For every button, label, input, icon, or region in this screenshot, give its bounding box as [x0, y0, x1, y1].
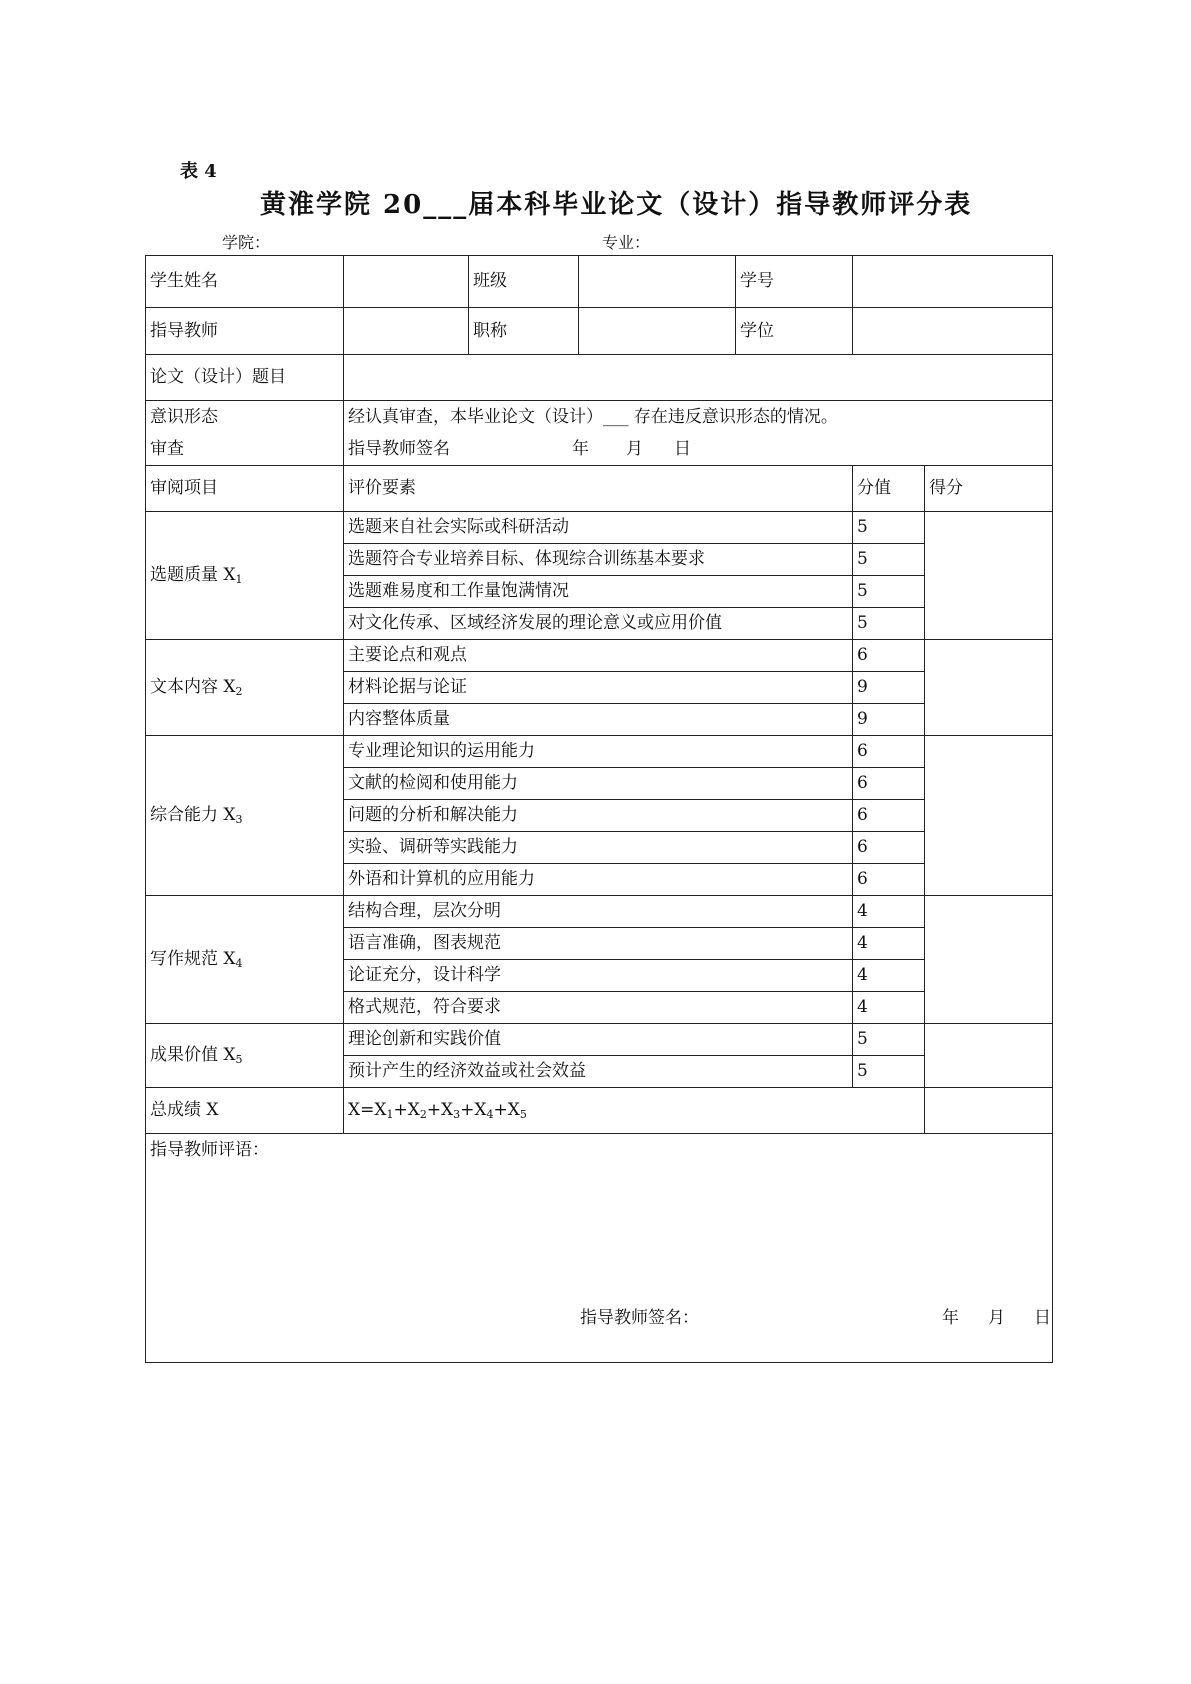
- info-row-advisor: [146, 308, 1053, 355]
- criterion-text: 选题难易度和工作量饱满情况: [344, 576, 853, 608]
- group-score-field[interactable]: [925, 512, 1053, 640]
- ideology-day-label: 日: [674, 439, 691, 459]
- info-row-student: [146, 256, 1053, 308]
- review-item-subscript: 5: [235, 1052, 243, 1066]
- header-item: 审阅项目: [146, 466, 344, 512]
- comment-year-label: 年: [942, 1308, 959, 1328]
- student-name-field[interactable]: [344, 256, 469, 308]
- criterion-points: 5: [853, 544, 925, 576]
- review-item-label: [146, 736, 344, 896]
- student-id-label: 学号: [736, 256, 853, 308]
- total-score-field[interactable]: [925, 1088, 1053, 1134]
- comment-cell[interactable]: [146, 1134, 1053, 1363]
- comment-month-label: 月: [988, 1308, 1005, 1328]
- review-item-name: 成果价值 X: [150, 1044, 236, 1065]
- advisor-label: 指导教师: [146, 308, 344, 355]
- criteria-row: [146, 1024, 1053, 1056]
- criterion-points: 6: [853, 768, 925, 800]
- evaluation-table: [145, 255, 1053, 1363]
- group-score-field[interactable]: [925, 736, 1053, 896]
- total-formula: [344, 1088, 925, 1134]
- criteria-row: [146, 896, 1053, 928]
- formula-sub-2: 2: [419, 1107, 427, 1121]
- ideology-year-label: 年: [572, 439, 589, 459]
- header-points: 分值: [853, 466, 925, 512]
- criterion-text: 主要论点和观点: [344, 640, 853, 672]
- criterion-points: 4: [853, 960, 925, 992]
- criteria-row: [146, 736, 1053, 768]
- formula-plus-3: +X: [460, 1099, 487, 1120]
- criterion-points: 6: [853, 832, 925, 864]
- criterion-points: 4: [853, 896, 925, 928]
- criterion-text: 内容整体质量: [344, 704, 853, 736]
- ideology-sign-label: 指导教师签名: [348, 439, 450, 459]
- criterion-text: 语言准确，图表规范: [344, 928, 853, 960]
- comment-sign-label: 指导教师签名：: [580, 1308, 699, 1328]
- student-name-label: 学生姓名: [146, 256, 344, 308]
- review-item-name: 选题质量 X: [150, 564, 236, 585]
- ideology-label-cell: [146, 401, 344, 466]
- formula-sub-4: 4: [486, 1107, 494, 1121]
- criterion-text: 外语和计算机的应用能力: [344, 864, 853, 896]
- criterion-text: 选题来自社会实际或科研活动: [344, 512, 853, 544]
- criterion-points: 6: [853, 640, 925, 672]
- review-item-name: 写作规范 X: [150, 948, 236, 969]
- criterion-text: 格式规范，符合要求: [344, 992, 853, 1024]
- ideology-statement: 经认真审查，本毕业论文（设计）___ 存在违反意识形态的情况。: [348, 407, 838, 427]
- ideology-month-label: 月: [626, 439, 643, 459]
- criterion-text: 专业理论知识的运用能力: [344, 736, 853, 768]
- criterion-text: 结构合理，层次分明: [344, 896, 853, 928]
- criterion-points: 6: [853, 800, 925, 832]
- review-item-subscript: 4: [235, 956, 243, 970]
- ideology-content-cell[interactable]: [344, 401, 1053, 466]
- criterion-text: 论证充分，设计科学: [344, 960, 853, 992]
- group-score-field[interactable]: [925, 1024, 1053, 1088]
- comment-row: [146, 1134, 1053, 1363]
- thesis-title-row: [146, 355, 1053, 401]
- criteria-row: [146, 512, 1053, 544]
- criterion-points: 5: [853, 512, 925, 544]
- total-label: 总成绩 X: [146, 1088, 344, 1134]
- criterion-points: 9: [853, 672, 925, 704]
- criterion-points: 5: [853, 576, 925, 608]
- comment-day-label: 日: [1034, 1308, 1051, 1328]
- title-rank-field[interactable]: [579, 308, 736, 355]
- review-item-label: [146, 512, 344, 640]
- review-item-name: 综合能力 X: [150, 804, 236, 825]
- criterion-points: 5: [853, 1024, 925, 1056]
- criterion-text: 材料论据与论证: [344, 672, 853, 704]
- criterion-text: 实验、调研等实践能力: [344, 832, 853, 864]
- criterion-points: 6: [853, 736, 925, 768]
- review-item-label: [146, 1024, 344, 1088]
- criterion-points: 4: [853, 992, 925, 1024]
- formula-plus-1: +X: [393, 1099, 420, 1120]
- degree-field[interactable]: [853, 308, 1053, 355]
- criterion-points: 5: [853, 1056, 925, 1088]
- score-header-row: [146, 466, 1053, 512]
- student-id-field[interactable]: [853, 256, 1053, 308]
- review-item-label: [146, 896, 344, 1024]
- page-title: 黄淮学院 20___届本科毕业论文（设计）指导教师评分表: [260, 190, 973, 220]
- thesis-title-field[interactable]: [344, 355, 1053, 401]
- header-score: 得分: [925, 466, 1053, 512]
- formula-plus-4: +X: [493, 1099, 520, 1120]
- review-item-name: 文本内容 X: [150, 676, 236, 697]
- criterion-points: 6: [853, 864, 925, 896]
- class-label: 班级: [469, 256, 579, 308]
- thesis-title-label: 论文（设计）题目: [146, 355, 344, 401]
- review-item-subscript: 3: [235, 812, 243, 826]
- comment-label: 指导教师评语：: [150, 1140, 269, 1160]
- criterion-points: 5: [853, 608, 925, 640]
- criterion-text: 理论创新和实践价值: [344, 1024, 853, 1056]
- formula-sub-5: 5: [519, 1107, 527, 1121]
- criterion-text: 预计产生的经济效益或社会效益: [344, 1056, 853, 1088]
- criterion-text: 文献的检阅和使用能力: [344, 768, 853, 800]
- criteria-row: [146, 640, 1053, 672]
- major-label: 专业：: [602, 233, 651, 252]
- ideology-label-line1: 意识形态: [150, 407, 218, 427]
- ideology-row: [146, 401, 1053, 466]
- group-score-field[interactable]: [925, 896, 1053, 1024]
- criterion-points: 9: [853, 704, 925, 736]
- total-row: [146, 1088, 1053, 1134]
- review-item-subscript: 1: [235, 572, 243, 586]
- review-item-label: [146, 640, 344, 736]
- group-score-field[interactable]: [925, 640, 1053, 736]
- criterion-text: 问题的分析和解决能力: [344, 800, 853, 832]
- ideology-label-line2: 审查: [150, 439, 184, 459]
- criterion-text: 选题符合专业培养目标、体现综合训练基本要求: [344, 544, 853, 576]
- formula-sub-3: 3: [453, 1107, 461, 1121]
- table-number-label: 表 4: [180, 161, 217, 182]
- criterion-points: 4: [853, 928, 925, 960]
- class-field[interactable]: [579, 256, 736, 308]
- degree-label: 学位: [736, 308, 853, 355]
- header-criteria: 评价要素: [344, 466, 853, 512]
- title-rank-label: 职称: [469, 308, 579, 355]
- criterion-text: 对文化传承、区域经济发展的理论意义或应用价值: [344, 608, 853, 640]
- formula-sub-1: 1: [386, 1107, 394, 1121]
- review-item-subscript: 2: [235, 684, 243, 698]
- ideology-signature-line: [348, 433, 1052, 465]
- total-formula-prefix: X=X: [348, 1099, 387, 1120]
- college-label: 学院：: [222, 233, 271, 252]
- formula-plus-2: +X: [426, 1099, 454, 1120]
- advisor-field[interactable]: [344, 308, 469, 355]
